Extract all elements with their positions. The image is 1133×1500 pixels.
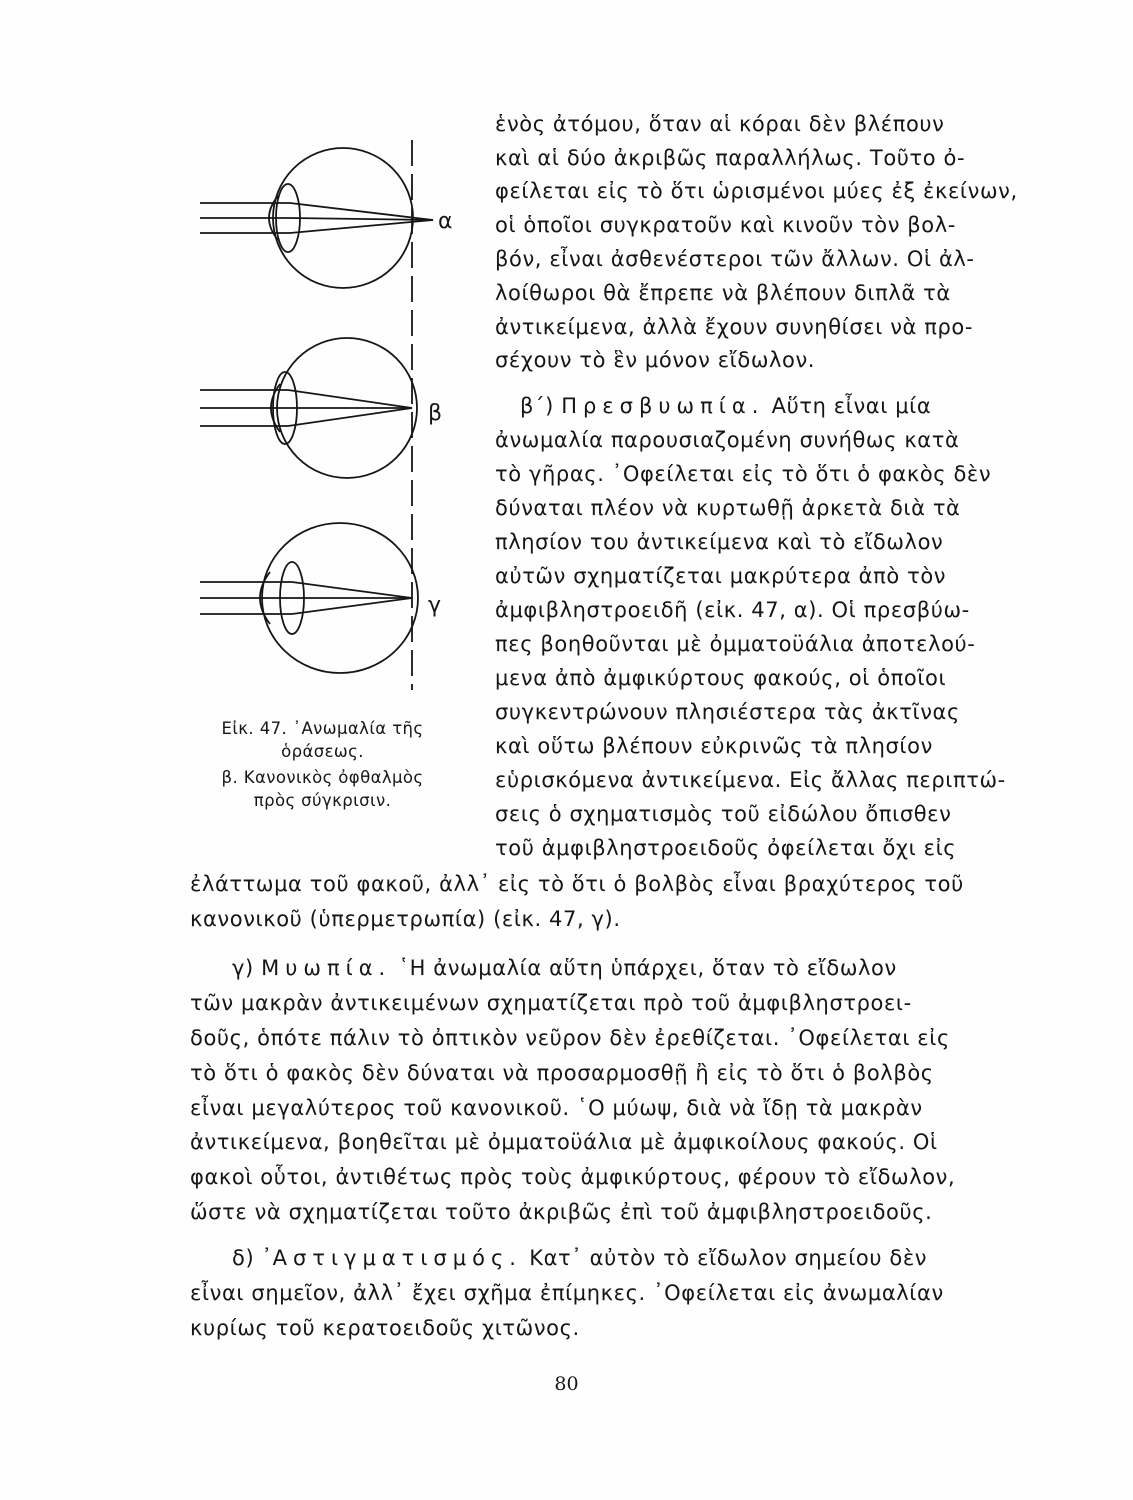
text-line: φακοὶ οὗτοι, ἀντιθέτως πρὸς τοὺς ἀμφικύρτους, φέρουν τὸ εἴδωλον, — [190, 1165, 956, 1189]
text-line: κυρίως τοῦ κερατοειδοῦς χιτῶνος. — [190, 1316, 580, 1340]
section-term: Μυωπία. — [261, 956, 392, 980]
text-line: τὸ ὅτι ὁ φακὸς δὲν δύναται νὰ προσαρμοσθῇ ἢ εἰς τὸ ὅτι ὁ βολβὸς — [190, 1061, 934, 1085]
text-line: κανονικοῦ (ὑπερμετρωπία) (εἰκ. 47, γ). — [190, 907, 621, 931]
eye-diagram-b — [200, 338, 417, 478]
astigmatism-heading-line — [232, 1244, 927, 1272]
text-line: δοῦς, ὁπότε πάλιν τὸ ὀπτικὸν νεῦρον δὲν ἐρεθίζεται. ᾿Οφείλεται εἰς — [190, 1026, 950, 1050]
text-line: αὐτῶν σχηματίζεται μακρύτερα ἀπὸ τὸν — [495, 564, 947, 588]
text-line: τῶν μακρὰν ἀντικειμένων σχηματίζεται πρὸ τοῦ ἀμφιβληστροει- — [190, 991, 912, 1015]
figure-label-b: β — [428, 401, 443, 426]
text-line: πες βοηθοῦνται μὲ ὀμματοϋάλια ἀποτελού- — [495, 632, 976, 656]
text-line: οἱ ὁποῖοι συγκρατοῦν καὶ κινοῦν τὸν βολ- — [495, 213, 956, 237]
text-line: μενα ἀπὸ ἀμφικύρτους φακούς, οἱ ὁποῖοι — [495, 666, 947, 690]
text-line: ἀντικείμενα, ἀλλὰ ἔχουν συνηθίσει νὰ προ- — [495, 315, 974, 339]
myopia-heading-line — [232, 954, 897, 982]
section-marker: γ) — [232, 956, 254, 980]
text-line: συγκεντρώνουν πλησιέστερα τὰς ἀκτῖνας — [495, 700, 960, 724]
figure-label-a: α — [438, 209, 453, 234]
caption-line: πρὸς σύγκρισιν. — [253, 791, 392, 810]
caption-line: β. Κανονικὸς ὀφθαλμὸς — [221, 768, 424, 787]
section-term: Αστιγματισμός. — [272, 1246, 522, 1270]
text-line: καὶ αἱ δύο ἀκριβῶς παραλλήλως. Τοῦτο ὀ- — [495, 146, 966, 170]
page-number: 80 — [554, 1373, 579, 1395]
text-line: ἀμφιβληστροειδῆ (εἰκ. 47, α). Οἱ πρεσβύω- — [495, 598, 970, 622]
text-line: εὑρισκόμενα ἀντικείμενα. Εἰς ἄλλας περιπτώ- — [495, 768, 1006, 792]
section-text: ῾Η ἀνωμαλία αὕτη ὑπάρχει, ὅταν τὸ εἴδωλον — [398, 956, 897, 980]
text-line: σεις ὁ σχηματισμὸς τοῦ εἰδώλου ὄπισθεν — [495, 802, 952, 826]
figure-caption — [180, 717, 465, 812]
text-line: τοῦ ἀμφιβληστροειδοῦς ὀφείλεται ὄχι εἰς — [495, 836, 957, 860]
presbyopia-heading-line — [520, 392, 931, 420]
figure-label-c: γ — [428, 593, 442, 618]
eye-diagram-c — [200, 523, 418, 673]
text-line: ἐλάττωμα τοῦ φακοῦ, ἀλλ᾿ εἰς τὸ ὅτι ὁ βολβὸς εἶναι βραχύτερος τοῦ — [190, 872, 964, 896]
text-line: ἑνὸς ἀτόμου, ὅταν αἱ κόραι δὲν βλέπουν — [495, 112, 945, 136]
text-line: δύναται πλέον νὰ κυρτωθῇ ἀρκετὰ διὰ τὰ — [495, 496, 961, 520]
text-line: ἀντικείμενα, βοηθεῖται μὲ ὀμματοϋάλια μὲ ἀμφικοίλους φακούς. Οἱ — [190, 1130, 938, 1154]
section-text: Αὕτη εἶναι μία — [771, 394, 932, 418]
section-text: Κατ᾿ αὐτὸν τὸ εἴδωλον σημείου δὲν — [529, 1246, 928, 1270]
text-line: ἀνωμαλία παρουσιαζομένη συνήθως κατὰ — [495, 428, 960, 452]
text-line: βόν, εἶναι ἀσθενέστεροι τῶν ἄλλων. Οἱ ἀλ- — [495, 247, 975, 271]
section-marker: δ) ᾿ — [232, 1246, 273, 1270]
caption-line: ὁράσεως. — [281, 742, 364, 761]
text-line: φείλεται εἰς τὸ ὅτι ὡρισμένοι μύες ἐξ ἐκείνων, — [495, 179, 1018, 203]
text-line: τὸ γῆρας. ᾿Οφείλεται εἰς τὸ ὅτι ὁ φακὸς δὲν — [495, 462, 992, 486]
text-line: καὶ οὕτω βλέπουν εὐκρινῶς τὰ πλησίον — [495, 734, 933, 758]
caption-line: Εἰκ. 47. ᾿Ανωμαλία τῆς — [221, 719, 424, 738]
eye-diagram-figure — [0, 0, 480, 700]
text-line: σέχουν τὸ ἓν μόνον εἴδωλον. — [495, 348, 816, 372]
section-marker: β΄) — [520, 394, 554, 418]
text-line: ὥστε νὰ σχηματίζεται τοῦτο ἀκριβῶς ἐπὶ τοῦ ἀμφιβληστροειδοῦς. — [190, 1200, 933, 1224]
section-term: Πρεσβυωπία. — [561, 394, 765, 418]
text-line: εἶναι μεγαλύτερος τοῦ κανονικοῦ. ῾Ο μύωψ, διὰ νὰ ἴδῃ τὰ μακρὰν — [190, 1096, 923, 1120]
eye-diagram-a — [200, 148, 433, 288]
text-line: πλησίον του ἀντικείμενα καὶ τὸ εἴδωλον — [495, 530, 944, 554]
text-line: εἶναι σημεῖον, ἀλλ᾿ ἔχει σχῆμα ἐπίμηκες. ᾿Οφείλεται εἰς ἀνωμαλίαν — [190, 1281, 944, 1305]
text-line: λοίθωροι θὰ ἔπρεπε νὰ βλέπουν διπλᾶ τὰ — [495, 281, 951, 305]
